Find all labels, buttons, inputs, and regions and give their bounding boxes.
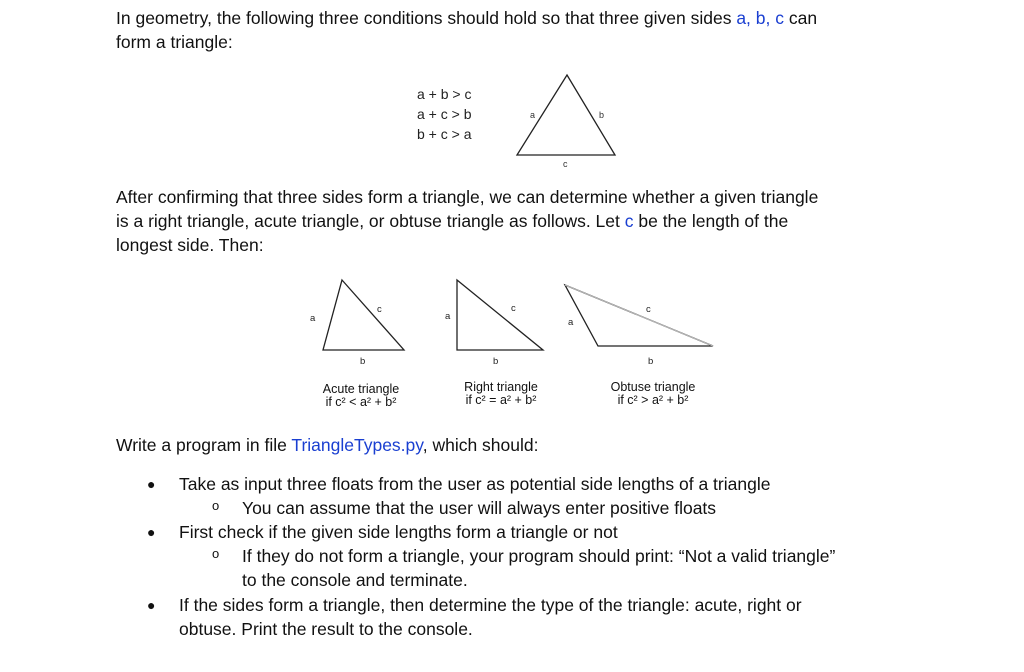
side-variables: a, b, c	[736, 8, 784, 28]
right-caption	[446, 381, 556, 407]
inequality: b + c > a	[417, 126, 472, 142]
right-triangle-shape	[457, 280, 543, 350]
inequality: a + b > c	[417, 86, 472, 102]
triangle-diagram	[500, 70, 630, 170]
acute-caption	[306, 383, 416, 409]
classification-paragraph	[116, 185, 818, 257]
acute-condition: if c² < a² + b²	[325, 395, 397, 409]
sub-bullet-item: You can assume that the user will always enter positive floats	[242, 498, 717, 518]
acute-label-b: b	[360, 356, 366, 367]
sub-bullet-dot: o	[212, 498, 220, 513]
task-statement	[116, 433, 538, 457]
obtuse-label-b: b	[648, 356, 654, 367]
task-suffix: , which should:	[422, 435, 539, 455]
sub-bullet-line1: If they do not form a triangle, your program should print: “Not a valid triangle”	[242, 546, 836, 566]
bullet-line1: If the sides form a triangle, then determine the type of the triangle: acute, right or	[179, 595, 802, 615]
acute-triangle-diagram	[300, 268, 420, 373]
label-b: b	[599, 110, 605, 120]
acute-name: Acute triangle	[322, 382, 400, 396]
bullet-line2: obtuse. Print the result to the console.	[179, 619, 473, 639]
right-condition: if c² = a² + b²	[465, 393, 537, 407]
intro-line2: form a triangle:	[116, 32, 233, 52]
right-label-c: c	[511, 303, 516, 314]
right-name: Right triangle	[464, 380, 538, 394]
para2-line1: After confirming that three sides form a triangle, we can determine whether a given triangle	[116, 187, 819, 207]
right-label-b: b	[493, 356, 499, 367]
acute-label-c: c	[377, 304, 382, 315]
label-c: c	[563, 159, 568, 169]
obtuse-label-a: a	[568, 317, 574, 328]
para2-line3: longest side. Then:	[116, 235, 264, 255]
bullet-dot: ●	[147, 476, 156, 492]
task-prefix: Write a program in file	[116, 435, 292, 455]
obtuse-condition: if c² > a² + b²	[617, 393, 689, 407]
para2-line2-end: be the length of the	[633, 211, 789, 231]
right-triangle-diagram	[438, 268, 558, 373]
bullet-dot: ●	[147, 524, 156, 540]
longest-side-var: c	[624, 211, 634, 231]
bullet-item: First check if the given side lengths form a triangle or not	[179, 522, 618, 542]
bullet-dot: ●	[147, 597, 156, 613]
sub-bullet-item	[242, 544, 835, 592]
obtuse-triangle-diagram	[555, 268, 725, 373]
intro-text-end: can	[784, 8, 818, 28]
obtuse-caption	[598, 381, 708, 407]
bullet-item	[179, 593, 802, 641]
obtuse-label-c: c	[646, 304, 651, 315]
sub-bullet-line2: to the console and terminate.	[242, 570, 468, 590]
bullet-item: Take as input three floats from the user as potential side lengths of a triangle	[179, 474, 771, 494]
triangle-inequalities	[417, 84, 471, 144]
obtuse-name: Obtuse triangle	[610, 380, 696, 394]
acute-triangle-shape	[323, 280, 404, 350]
inequality: a + c > b	[417, 106, 472, 122]
sub-bullet-dot: o	[212, 546, 220, 561]
intro-text: In geometry, the following three conditions should hold so that three given sides	[116, 8, 737, 28]
acute-label-a: a	[310, 313, 316, 324]
label-a: a	[530, 110, 536, 120]
obtuse-hypotenuse	[565, 285, 713, 346]
para2-line2: is a right triangle, acute triangle, or obtuse triangle as follows. Let	[116, 211, 625, 231]
filename: TriangleTypes.py	[291, 435, 423, 455]
right-label-a: a	[445, 311, 451, 322]
intro-paragraph	[116, 6, 817, 54]
